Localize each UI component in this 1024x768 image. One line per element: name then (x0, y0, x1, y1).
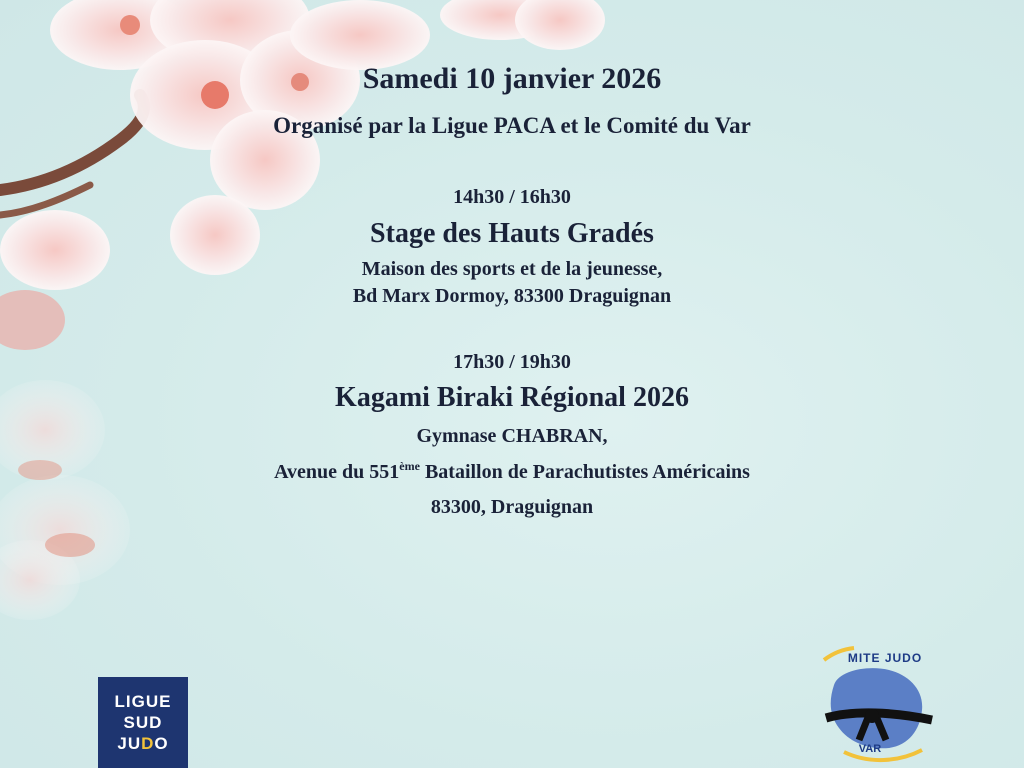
session1-time: 14h30 / 16h30 (453, 186, 571, 208)
session2-city: 83300, Draguignan (430, 496, 594, 518)
session2-title: Kagami Biraki Régional 2026 (335, 382, 689, 413)
organizer-line: Organisé par la Ligue PACA et le Comité du Var (273, 113, 751, 138)
event-date: Samedi 10 janvier 2026 (362, 62, 662, 95)
session2-address-sup: ème (399, 459, 420, 473)
session2-venue: Gymnase CHABRAN, (416, 425, 608, 447)
comite-logo-sub: VAR (858, 743, 882, 755)
session2-address-prefix: Avenue du 551 (274, 461, 400, 483)
comite-logo-text: MITE JUDO (847, 651, 923, 665)
session2-address (0, 459, 1024, 484)
session1-title: Stage des Hauts Gradés (370, 218, 654, 249)
ligue-logo-line2: SUD (123, 713, 163, 732)
ligue-logo-d: D (141, 734, 155, 753)
session1-address-line2: Bd Marx Dormoy, 83300 Draguignan (352, 285, 672, 307)
ligue-logo-line3 (117, 733, 168, 754)
session2-address-suffix: Bataillon de Parachutistes Américains (419, 461, 750, 483)
session2-time: 17h30 / 19h30 (453, 351, 571, 373)
ligue-sud-judo-logo (98, 677, 188, 768)
ligue-logo-o: O (154, 734, 169, 753)
ligue-logo-line1: LIGUE (114, 692, 172, 711)
ligue-logo-ju: JU (117, 734, 142, 753)
session1-address-line1: Maison des sports et de la jeunesse, (361, 258, 663, 280)
session1-address (0, 256, 1024, 310)
